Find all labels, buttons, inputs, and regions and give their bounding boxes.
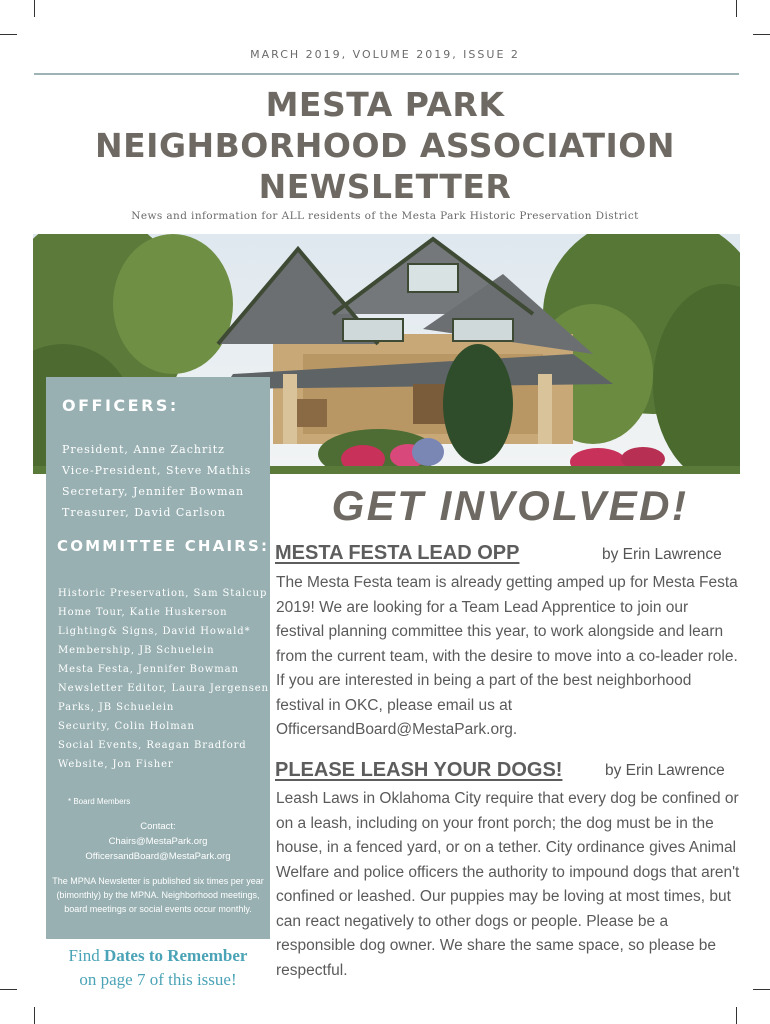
list-item: Social Events, Reagan Bradford bbox=[58, 740, 247, 751]
list-item: Historic Preservation, Sam Stalcup bbox=[58, 588, 268, 599]
find-dates-link: Dates to Remember bbox=[103, 946, 248, 965]
find-dates-callout bbox=[46, 944, 270, 992]
crop-mark bbox=[0, 989, 17, 990]
officers-list bbox=[62, 439, 251, 523]
masthead-line: NEWSLETTER bbox=[258, 167, 512, 206]
masthead-line: MESTA PARK bbox=[265, 85, 505, 124]
find-dates-prefix: Find bbox=[68, 946, 104, 965]
crop-mark bbox=[34, 1007, 35, 1024]
list-item: Lighting& Signs, David Howald* bbox=[58, 626, 251, 637]
article-title: MESTA FESTA LEAD OPP bbox=[275, 542, 520, 564]
list-item: Parks, JB Schuelein bbox=[58, 702, 175, 713]
crop-mark bbox=[753, 34, 770, 35]
crop-mark bbox=[736, 1007, 737, 1024]
crop-mark bbox=[753, 989, 770, 990]
list-item: Membership, JB Schuelein bbox=[58, 645, 215, 656]
list-item: Newsletter Editor, Laura Jergensen bbox=[58, 683, 269, 694]
crop-mark bbox=[34, 0, 35, 17]
list-item: Website, Jon Fisher bbox=[58, 759, 174, 770]
contact-email-link[interactable]: OfficersandBoard@MestaPark.org bbox=[85, 851, 231, 862]
article-body: Leash Laws in Oklahoma City require that every dog be confined or on a leash, including on your front porch; the dog must be in the house, in a fenced yard, or on a tether. City ordinance gives Animal Welfare and police officers the authority to impound dogs that aren't confined or leashed. Our puppies may be loving at most times, but can react negatively to other dogs or people. Please be a responsible dog owner. We share the same space, so please be respectful. bbox=[276, 790, 740, 979]
publication-note: The MPNA Newsletter is published six times per year (bimonthly) by the MPNA. Neighborhood meetings, board meetings or social events occur monthly. bbox=[52, 876, 264, 914]
list-item: President, Anne Zachritz bbox=[62, 443, 225, 456]
header-rule bbox=[34, 73, 739, 75]
list-item: Treasurer, David Carlson bbox=[62, 506, 226, 519]
masthead-line: NEIGHBORHOOD ASSOCIATION bbox=[95, 126, 675, 165]
board-members-note: * Board Members bbox=[68, 797, 131, 806]
contact-block bbox=[46, 819, 270, 864]
contact-label: Contact: bbox=[140, 821, 176, 832]
committee-chairs-heading: COMMITTEE CHAIRS: bbox=[57, 537, 270, 555]
find-dates-suffix: on page 7 of this issue! bbox=[79, 970, 237, 989]
list-item: Security, Colin Holman bbox=[58, 721, 195, 732]
list-item: Mesta Festa, Jennifer Bowman bbox=[58, 664, 239, 675]
contact-email-link[interactable]: Chairs@MestaPark.org bbox=[108, 836, 208, 847]
crop-mark bbox=[736, 0, 737, 17]
list-item: Vice-President, Steve Mathis bbox=[62, 464, 252, 477]
committee-chairs-list bbox=[58, 584, 269, 774]
list-item: Secretary, Jennifer Bowman bbox=[62, 485, 245, 498]
article-byline: by Erin Lawrence bbox=[605, 762, 725, 779]
issue-line: MARCH 2019, VOLUME 2019, ISSUE 2 bbox=[250, 48, 520, 61]
article-byline: by Erin Lawrence bbox=[602, 546, 722, 563]
article-title: PLEASE LEASH YOUR DOGS! bbox=[275, 759, 563, 781]
officers-heading: OFFICERS: bbox=[62, 396, 179, 415]
article-body: The Mesta Festa team is already getting amped up for Mesta Festa 2019! We are looking for a Team Lead Apprentice to join our festival planning committee this year, to work alongside and learn from the current team, with the desire to move into a co-leader role. If you are interested in being a part of the best neighborhood festival in OKC, please email us at OfficersandBoard@MestaPark.org. bbox=[276, 574, 738, 738]
sidebar-panel bbox=[46, 377, 270, 939]
masthead-title bbox=[0, 84, 770, 207]
crop-mark bbox=[0, 34, 17, 35]
section-heading: GET INVOLVED! bbox=[331, 482, 689, 529]
list-item: Home Tour, Katie Huskerson bbox=[58, 607, 228, 618]
tagline: News and information for ALL residents of the Mesta Park Historic Preservation District bbox=[131, 210, 639, 222]
